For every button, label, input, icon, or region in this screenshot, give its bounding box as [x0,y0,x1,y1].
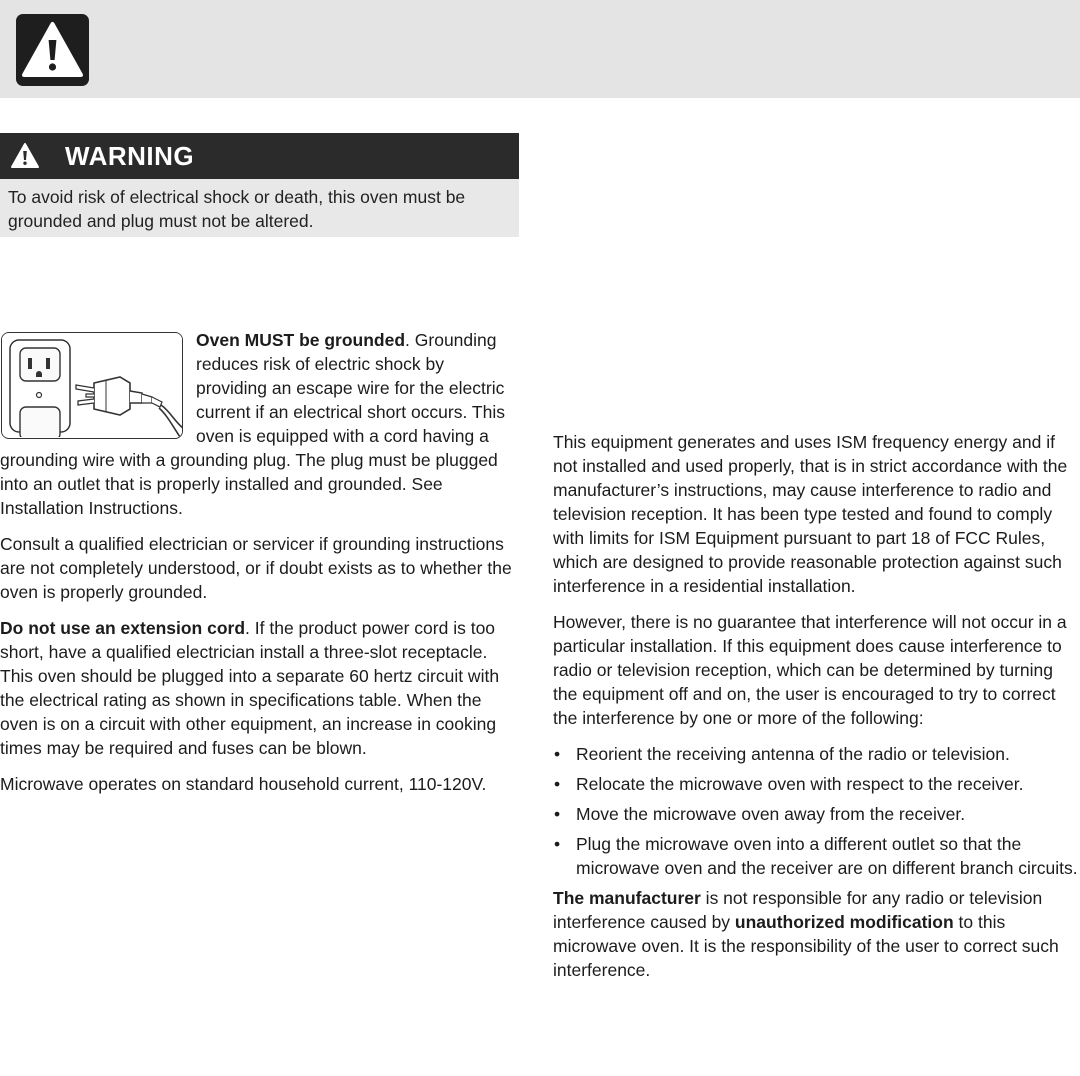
extension-cord-text: . If the product power cord is too short, have a qualified electrician install a three-slot receptacle. This oven should be plugged into a separate 60 hertz circuit with the electrical rating as shown in specifications table. When the oven is on a circuit with other equipment, an increase in cooking times may be required and fuses can be blown. [0,618,500,758]
remedy-list [553,742,1078,880]
manufacturer-bold: The manufacturer [553,888,701,908]
guarantee-paragraph: However, there is no guarantee that interference will not occur in a particular installation. If this equipment does cause interference to radio or television reception, which can be determined by turning the equipment off and on, the user is encouraged to try to correct the interference by one or more of the following: [553,612,1067,728]
current-paragraph: Microwave operates on standard household current, 110-120V. [0,774,487,794]
interference-column [553,430,1078,994]
warning-triangle-icon [16,14,89,86]
ism-paragraph: This equipment generates and uses ISM frequency energy and if not installed and used properly, that is in strict accordance with the manufacturer’s instructions, may cause interference to radio and television reception. It has been type tested and found to comply with limits for ISM Equipment pursuant to part 18 of FCC Rules, which are designed to provide reasonable protection against such interference in a residential installation. [553,432,1068,596]
electrician-paragraph: Consult a qualified electrician or servicer if grounding instructions are not completely understood, or if doubt exists as to whether the oven is properly grounded. [0,534,512,602]
warning-box [0,133,519,237]
warning-triangle-icon [10,141,40,171]
list-item: • Move the microwave oven away from the receiver. [553,802,1078,826]
header-bar [0,0,1080,98]
list-item: • Plug the microwave oven into a different outlet so that the microwave oven and the receiver are on different branch circuits. [553,832,1078,880]
manufacturer-text-2: to this microwave oven. It is the responsibility of the user to correct such interference. [553,912,1059,980]
extension-cord-heading: Do not use an extension cord [0,618,246,638]
warning-header [0,133,519,179]
list-item: • Relocate the microwave oven with respect to the receiver. [553,772,1078,796]
warning-title: WARNING [65,140,195,171]
grounded-outlet-and-plug-illustration [1,332,183,439]
unauthorized-modification-bold: unauthorized modification [734,912,954,932]
grounding-text: . Grounding reduces risk of electric shock by providing an escape wire for the electric current if an electrical short occurs. This oven is equipped with a cord having a grounding wire with a grounding plug. The plug must be plugged into an outlet that is properly installed and grounded. See Installation Instructions. [0,330,505,518]
list-item: • Reorient the receiving antenna of the radio or television. [553,742,1078,766]
warning-text: To avoid risk of electrical shock or death, this oven must be grounded and plug must not be altered. [0,179,519,237]
manufacturer-paragraph [553,886,1078,982]
grounding-heading: Oven MUST be grounded [196,330,406,350]
manufacturer-text-1: is not responsible for any radio or television interference caused by [553,888,1043,932]
extension-cord-paragraph [0,616,519,760]
grounding-column [0,328,519,808]
